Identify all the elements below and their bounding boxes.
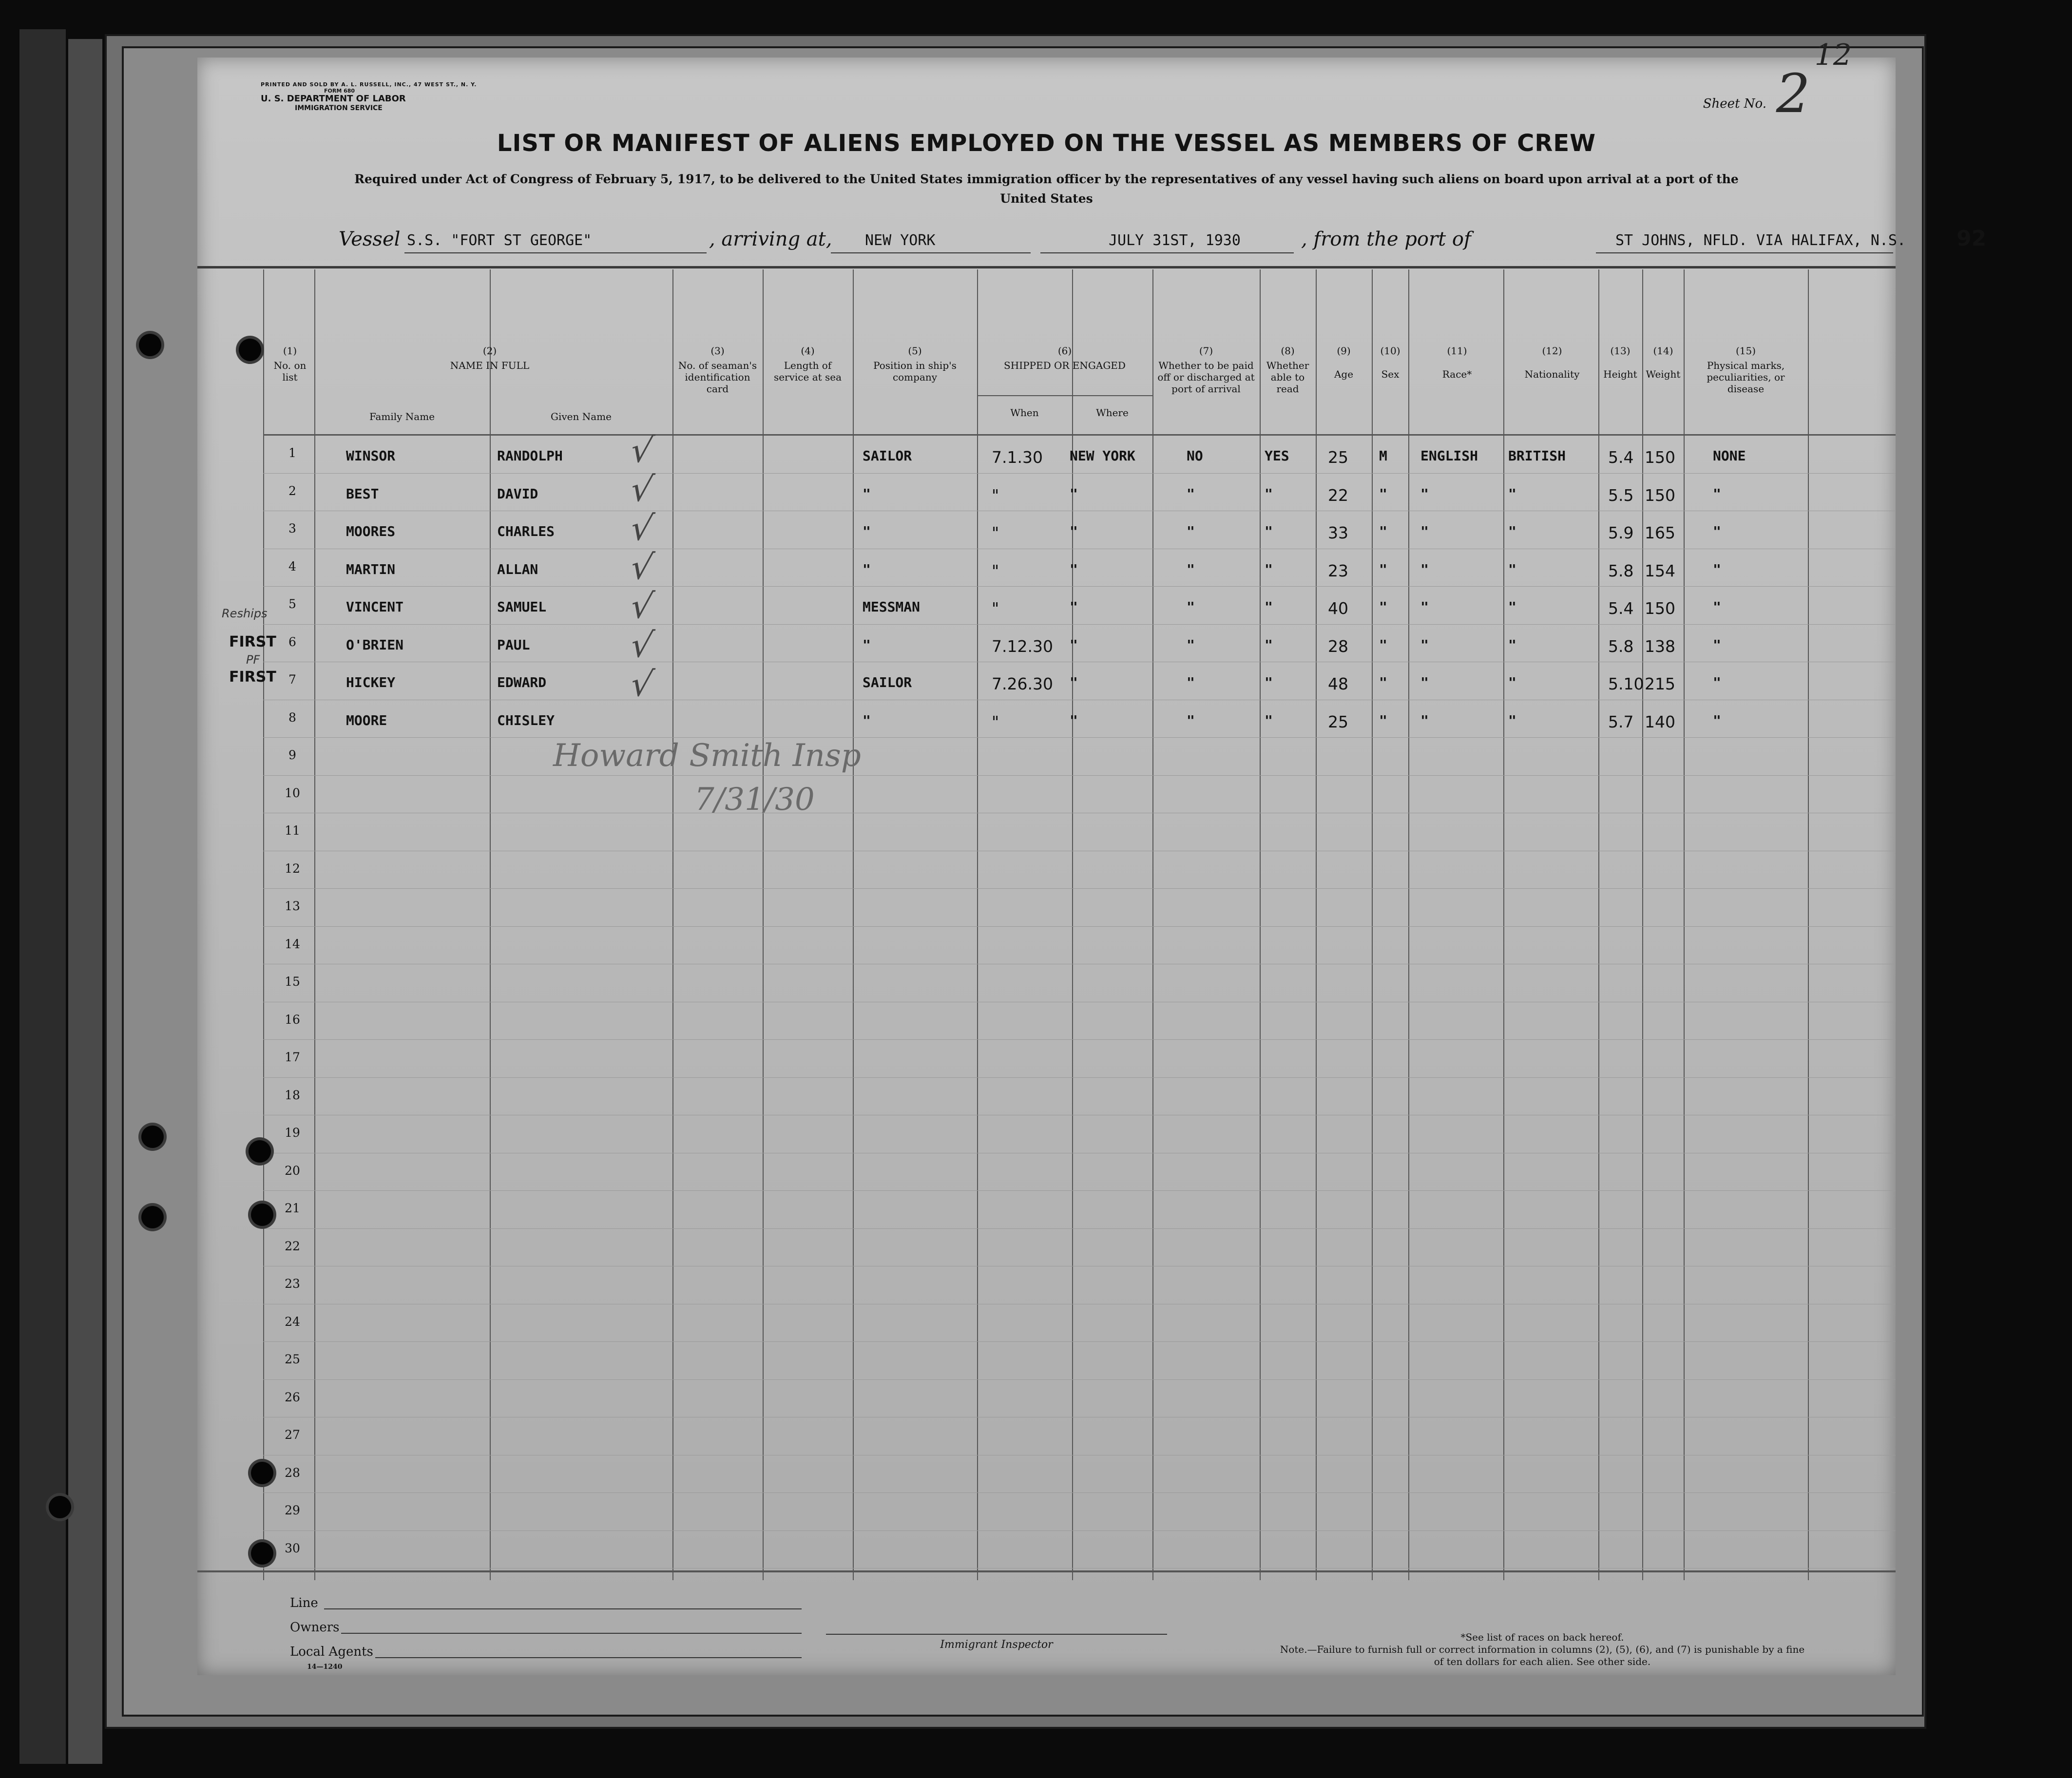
cell-when: " (992, 561, 999, 580)
printer-line: PRINTED AND SOLD BY A. L. RUSSELL, INC., 47 WEST ST., N. Y. (261, 81, 477, 88)
header-nationality-num: (12) (1542, 345, 1562, 357)
check-mark: √ (627, 547, 656, 587)
cell-position: " (863, 712, 871, 728)
row-number: 28 (285, 1465, 300, 1480)
header-when: When (1010, 407, 1039, 419)
header-height-num: (13) (1610, 345, 1631, 357)
row-line (263, 1190, 1896, 1191)
cell-age: 33 (1328, 523, 1348, 542)
row-number: 2 (288, 483, 296, 498)
header-age-label: Age (1334, 368, 1354, 380)
row-line (263, 624, 1896, 625)
date-underline (1040, 252, 1294, 253)
cell-when: 7.26.30 (992, 674, 1053, 693)
header-paid-off (1157, 345, 1255, 395)
header-read-label: Whether able to read (1266, 360, 1309, 395)
header-physical-marks (1688, 345, 1803, 395)
row-number: 17 (285, 1050, 300, 1064)
header-height (1599, 345, 1641, 380)
cell-nationality: " (1508, 599, 1516, 615)
cell-age: 25 (1328, 712, 1348, 731)
row-number: 11 (285, 823, 300, 838)
header-nationality-label: Nationality (1524, 368, 1580, 380)
row-number: 6 (288, 634, 296, 649)
header-race-num: (11) (1447, 345, 1467, 357)
cell-when: 7.12.30 (992, 636, 1053, 656)
cell-race: " (1420, 485, 1429, 502)
column-divider (1260, 269, 1261, 1580)
row-line (263, 1341, 1896, 1342)
arriving-port: NEW YORK (865, 232, 936, 249)
header-name-num: (2) (482, 345, 497, 357)
cell-where: NEW YORK (1070, 448, 1135, 464)
row-number: 16 (285, 1012, 300, 1027)
row-line (263, 1530, 1896, 1531)
cell-sex: " (1379, 599, 1387, 615)
row-number: 24 (285, 1314, 300, 1329)
row-number: 25 (285, 1352, 300, 1366)
column-divider (1372, 269, 1373, 1580)
crew-table (197, 269, 1896, 1580)
row-line (263, 1039, 1896, 1040)
cell-read: " (1265, 561, 1273, 577)
header-id-card (677, 345, 758, 395)
cell-sex: " (1379, 636, 1387, 653)
form-code: 14—1240 (307, 1663, 343, 1671)
cell-sex: " (1379, 712, 1387, 728)
header-no-num: (1) (283, 345, 297, 357)
vessel-name: S.S. "FORT ST GEORGE" (407, 232, 592, 249)
row-number: 14 (285, 937, 300, 951)
header-bottom-rule (263, 434, 1896, 436)
row-number: 10 (285, 785, 300, 800)
cell-when: " (992, 523, 999, 542)
row-number: 23 (285, 1277, 300, 1291)
cell-read: " (1265, 712, 1273, 728)
header-id-card-num: (3) (710, 345, 725, 357)
cell-paid: " (1187, 674, 1195, 690)
punch-hole (251, 1204, 273, 1226)
header-where: Where (1096, 407, 1129, 419)
margin-note-first: FIRST (229, 669, 276, 686)
row-line (263, 1228, 1896, 1229)
check-mark: √ (627, 625, 656, 665)
penalty-note: Note.—Failure to furnish full or correct information in columns (2), (5), (6), and (7) is punishable by a fine of ten dollars for each alien. See other side. (1280, 1644, 1805, 1667)
cell-position: SAILOR (863, 674, 912, 690)
cell-nationality: " (1508, 674, 1516, 690)
cell-marks: " (1713, 636, 1721, 653)
header-paid-off-label: Whether to be paid off or discharged at port of arrival (1157, 360, 1255, 395)
row-line (263, 1379, 1896, 1380)
cell-family: WINSOR (346, 448, 396, 464)
row-number: 3 (288, 521, 296, 535)
inspector-signature-line (826, 1634, 1167, 1635)
header-weight-num: (14) (1653, 345, 1673, 357)
corner-mark: 12 (1814, 38, 1852, 72)
cell-race: ENGLISH (1420, 448, 1478, 464)
row-number: 15 (285, 975, 300, 989)
cell-given: EDWARD (497, 674, 547, 690)
row-line (263, 1492, 1896, 1493)
row-number: 13 (285, 899, 300, 913)
vessel-label: Vessel (339, 228, 401, 250)
header-read-num: (8) (1281, 345, 1295, 357)
header-rule (197, 266, 1896, 268)
cell-paid: NO (1187, 448, 1203, 464)
cell-nationality: " (1508, 485, 1516, 502)
cell-height: 5.9 (1608, 523, 1634, 542)
cell-given: DAVID (497, 485, 538, 502)
header-height-label: Height (1603, 368, 1637, 380)
cell-given: PAUL (497, 636, 530, 653)
page-title: LIST OR MANIFEST OF ALIENS EMPLOYED ON THE VESSEL AS MEMBERS OF CREW (497, 130, 1596, 157)
row-number: 5 (288, 597, 296, 611)
cell-family: MOORE (346, 712, 387, 728)
header-nationality (1508, 345, 1596, 380)
from-label: , from the port of (1301, 228, 1471, 250)
owners-field (341, 1633, 802, 1634)
column-divider (1152, 269, 1153, 1580)
column-divider (1684, 269, 1685, 1580)
cell-weight: 165 (1645, 523, 1675, 542)
column-divider (1072, 269, 1073, 1580)
check-mark: √ (627, 586, 656, 626)
row-number: 20 (285, 1163, 300, 1178)
row-number: 18 (285, 1088, 300, 1102)
row-number: 26 (285, 1390, 300, 1404)
header-sex-label: Sex (1381, 368, 1400, 380)
header-shipped-label: SHIPPED OR ENGAGED (1004, 360, 1126, 371)
header-service-length (767, 345, 848, 383)
form-number: FORM 680 (324, 87, 355, 94)
cell-when: 7.1.30 (992, 448, 1043, 467)
cell-given: ALLAN (497, 561, 538, 577)
header-name (319, 345, 660, 371)
column-divider (1316, 269, 1317, 1580)
margin-note-pf: PF (246, 653, 260, 667)
cell-nationality: " (1508, 523, 1516, 539)
margin-note-reships: Reships (222, 607, 268, 620)
cell-height: 5.8 (1608, 561, 1634, 580)
line-label: Line (290, 1596, 318, 1610)
cell-sex: " (1379, 523, 1387, 539)
owners-label: Owners (290, 1620, 340, 1635)
department-name: U. S. DEPARTMENT OF LABOR (261, 94, 406, 104)
cell-family: MARTIN (346, 561, 396, 577)
cell-where: " (1070, 599, 1078, 615)
cell-height: 5.8 (1608, 636, 1634, 656)
header-shipped (982, 345, 1148, 371)
cell-height: 5.5 (1608, 485, 1634, 505)
header-physical-marks-label: Physical marks, peculiarities, or disease (1707, 360, 1785, 395)
row-line (263, 1077, 1896, 1078)
header-id-card-label: No. of seaman's identification card (678, 360, 757, 395)
punch-hole (249, 1140, 271, 1163)
cell-race: " (1420, 561, 1429, 577)
cell-position: " (863, 485, 871, 502)
page-subtitle: Required under Act of Congress of February 5, 1917, to be delivered to the United States immigration officer by the representatives of any vessel having such aliens on board upon arrival at a port of the United States (354, 172, 1739, 206)
row-line (263, 473, 1896, 474)
binder-strip (68, 39, 102, 1764)
cell-age: 28 (1328, 636, 1348, 656)
cell-sex: " (1379, 485, 1387, 502)
cell-marks: " (1713, 712, 1721, 728)
row-number: 1 (288, 446, 296, 460)
cell-height: 5.4 (1608, 599, 1634, 618)
column-divider (1808, 269, 1809, 1580)
header-read (1262, 345, 1313, 395)
cell-weight: 150 (1645, 599, 1675, 618)
cell-where: " (1070, 712, 1078, 728)
check-mark: √ (627, 664, 656, 704)
header-paid-off-num: (7) (1199, 345, 1213, 357)
cell-marks: " (1713, 485, 1721, 502)
row-number: 22 (285, 1239, 300, 1253)
column-divider (263, 269, 264, 1580)
column-divider (1408, 269, 1409, 1580)
cell-marks: " (1713, 561, 1721, 577)
column-divider (1503, 269, 1504, 1580)
header-no-label: No. on list (273, 360, 307, 383)
cell-when: " (992, 485, 999, 505)
punch-hole (239, 339, 261, 361)
row-number: 29 (285, 1503, 300, 1517)
cell-where: " (1070, 561, 1078, 577)
arrival-date: JULY 31ST, 1930 (1109, 232, 1241, 249)
cell-when: " (992, 712, 999, 731)
header-age (1318, 345, 1369, 380)
arriving-underline (831, 252, 1031, 253)
cell-where: " (1070, 485, 1078, 502)
printer-imprint (261, 82, 477, 112)
cell-position: " (863, 523, 871, 539)
cell-position: " (863, 636, 871, 653)
header-weight-label: Weight (1646, 368, 1681, 380)
column-divider (314, 269, 315, 1580)
punch-hole (141, 1126, 164, 1148)
header-shipped-num: (6) (1057, 345, 1072, 357)
row-number: 7 (288, 672, 296, 687)
cell-paid: " (1187, 636, 1195, 653)
cell-age: 25 (1328, 448, 1348, 467)
column-divider (672, 269, 673, 1580)
cell-read: " (1265, 599, 1273, 615)
cell-weight: 140 (1645, 712, 1675, 731)
cell-sex: M (1379, 448, 1387, 464)
cell-weight: 154 (1645, 561, 1675, 580)
cell-where: " (1070, 674, 1078, 690)
punch-hole (49, 1496, 71, 1518)
cell-read: " (1265, 523, 1273, 539)
header-service-length-num: (4) (801, 345, 815, 357)
cell-paid: " (1187, 523, 1195, 539)
column-divider (1642, 269, 1643, 1580)
column-divider (763, 269, 764, 1580)
inspector-label: Immigrant Inspector (940, 1639, 1053, 1651)
cell-height: 5.7 (1608, 712, 1634, 731)
margin-note-first: FIRST (229, 633, 276, 650)
header-age-num: (9) (1337, 345, 1351, 357)
row-number: 30 (285, 1541, 300, 1555)
sheet-number (1703, 62, 1810, 125)
header-race (1413, 345, 1501, 380)
cell-given: SAMUEL (497, 599, 547, 615)
header-weight (1643, 345, 1683, 380)
cell-age: 48 (1328, 674, 1348, 693)
row-number: 21 (285, 1201, 300, 1215)
row-number: 4 (288, 559, 296, 574)
cell-race: " (1420, 599, 1429, 615)
header-position (858, 345, 972, 383)
check-mark: √ (627, 508, 656, 548)
cell-marks: " (1713, 523, 1721, 539)
agents-label: Local Agents (290, 1644, 373, 1659)
row-line (263, 586, 1896, 587)
cell-nationality: " (1508, 561, 1516, 577)
cell-sex: " (1379, 561, 1387, 577)
cell-when: " (992, 599, 999, 618)
agents-field (375, 1657, 802, 1658)
check-mark: √ (627, 469, 656, 509)
footer (197, 1580, 1896, 1675)
check-mark: √ (627, 430, 656, 470)
service-name: IMMIGRATION SERVICE (295, 104, 383, 112)
races-note: *See list of races on back hereof. (1460, 1631, 1624, 1643)
punch-hole (141, 1206, 164, 1228)
cell-family: O'BRIEN (346, 636, 404, 653)
cell-given: CHISLEY (497, 712, 555, 728)
footer-note (1274, 1631, 1810, 1668)
header-position-label: Position in ship's company (873, 360, 957, 383)
sheet-number-value: 2 (1776, 62, 1810, 125)
cell-family: MOORES (346, 523, 396, 539)
sheet-number-label: Sheet No. (1703, 96, 1766, 111)
header-service-length-label: Length of service at sea (773, 360, 842, 383)
cell-family: VINCENT (346, 599, 404, 615)
row-number: 19 (285, 1126, 300, 1140)
footer-rule (197, 1570, 1896, 1572)
manifest-sheet (197, 38, 1987, 1675)
cell-nationality: " (1508, 636, 1516, 653)
header-sex (1373, 345, 1408, 380)
cell-weight: 150 (1645, 448, 1675, 467)
header-position-num: (5) (908, 345, 922, 357)
row-line (263, 737, 1896, 738)
cell-given: CHARLES (497, 523, 555, 539)
cell-nationality: BRITISH (1508, 448, 1566, 464)
cell-race: " (1420, 523, 1429, 539)
cell-height: 5.10 (1608, 674, 1644, 693)
cell-read: " (1265, 674, 1273, 690)
cell-given: RANDOLPH (497, 448, 563, 464)
vessel-line (339, 226, 1987, 257)
cell-paid: " (1187, 485, 1195, 502)
cell-position: SAILOR (863, 448, 912, 464)
header-sex-num: (10) (1380, 345, 1401, 357)
header-physical-marks-num: (15) (1735, 345, 1756, 357)
cell-position: MESSMAN (863, 599, 921, 615)
cell-race: " (1420, 636, 1429, 653)
arriving-label: , arriving at, (709, 228, 832, 250)
row-number: 8 (288, 710, 296, 725)
header-no (270, 345, 309, 383)
cell-height: 5.4 (1608, 448, 1634, 467)
row-line (263, 775, 1896, 776)
cell-family: HICKEY (346, 674, 396, 690)
signature-date: 7/31/30 (694, 782, 815, 818)
inspector-signature: Howard Smith Insp (553, 738, 861, 774)
column-divider (977, 269, 978, 1580)
from-port: ST JOHNS, NFLD. VIA HALIFAX, N.S. (1615, 232, 1906, 249)
row-number: 12 (285, 861, 300, 876)
cell-marks: NONE (1713, 448, 1746, 464)
cell-paid: " (1187, 599, 1195, 615)
line-field (324, 1608, 802, 1609)
cell-nationality: " (1508, 712, 1516, 728)
cell-age: 23 (1328, 561, 1348, 580)
from-underline (1596, 252, 1893, 253)
cell-weight: 150 (1645, 485, 1675, 505)
vessel-underline (404, 252, 707, 253)
cell-paid: " (1187, 561, 1195, 577)
row-line (263, 926, 1896, 927)
row-number: 27 (285, 1428, 300, 1442)
header-given-name: Given Name (551, 411, 612, 422)
cell-where: " (1070, 636, 1078, 653)
header-race-label: Race* (1442, 368, 1472, 380)
punch-hole (139, 334, 161, 356)
row-number: 9 (288, 748, 296, 762)
cell-age: 22 (1328, 485, 1348, 505)
punch-hole (251, 1542, 273, 1565)
cell-marks: " (1713, 599, 1721, 615)
cell-read: YES (1265, 448, 1289, 464)
row-line (263, 888, 1896, 889)
punch-hole (251, 1462, 273, 1484)
cell-age: 40 (1328, 599, 1348, 618)
cell-sex: " (1379, 674, 1387, 690)
cell-marks: " (1713, 674, 1721, 690)
header-family-name: Family Name (369, 411, 435, 422)
cell-family: BEST (346, 485, 379, 502)
page-number: 92 (1957, 226, 1987, 251)
column-divider (1598, 269, 1599, 1580)
header-name-label: NAME IN FULL (450, 360, 530, 371)
cell-weight: 138 (1645, 636, 1675, 656)
cell-race: " (1420, 674, 1429, 690)
cell-race: " (1420, 712, 1429, 728)
column-divider (853, 269, 854, 1580)
cell-paid: " (1187, 712, 1195, 728)
cell-where: " (1070, 523, 1078, 539)
cell-weight: 215 (1645, 674, 1675, 693)
cell-read: " (1265, 636, 1273, 653)
cell-position: " (863, 561, 871, 577)
column-divider (490, 269, 491, 1580)
cell-read: " (1265, 485, 1273, 502)
shipped-divider (977, 395, 1152, 396)
